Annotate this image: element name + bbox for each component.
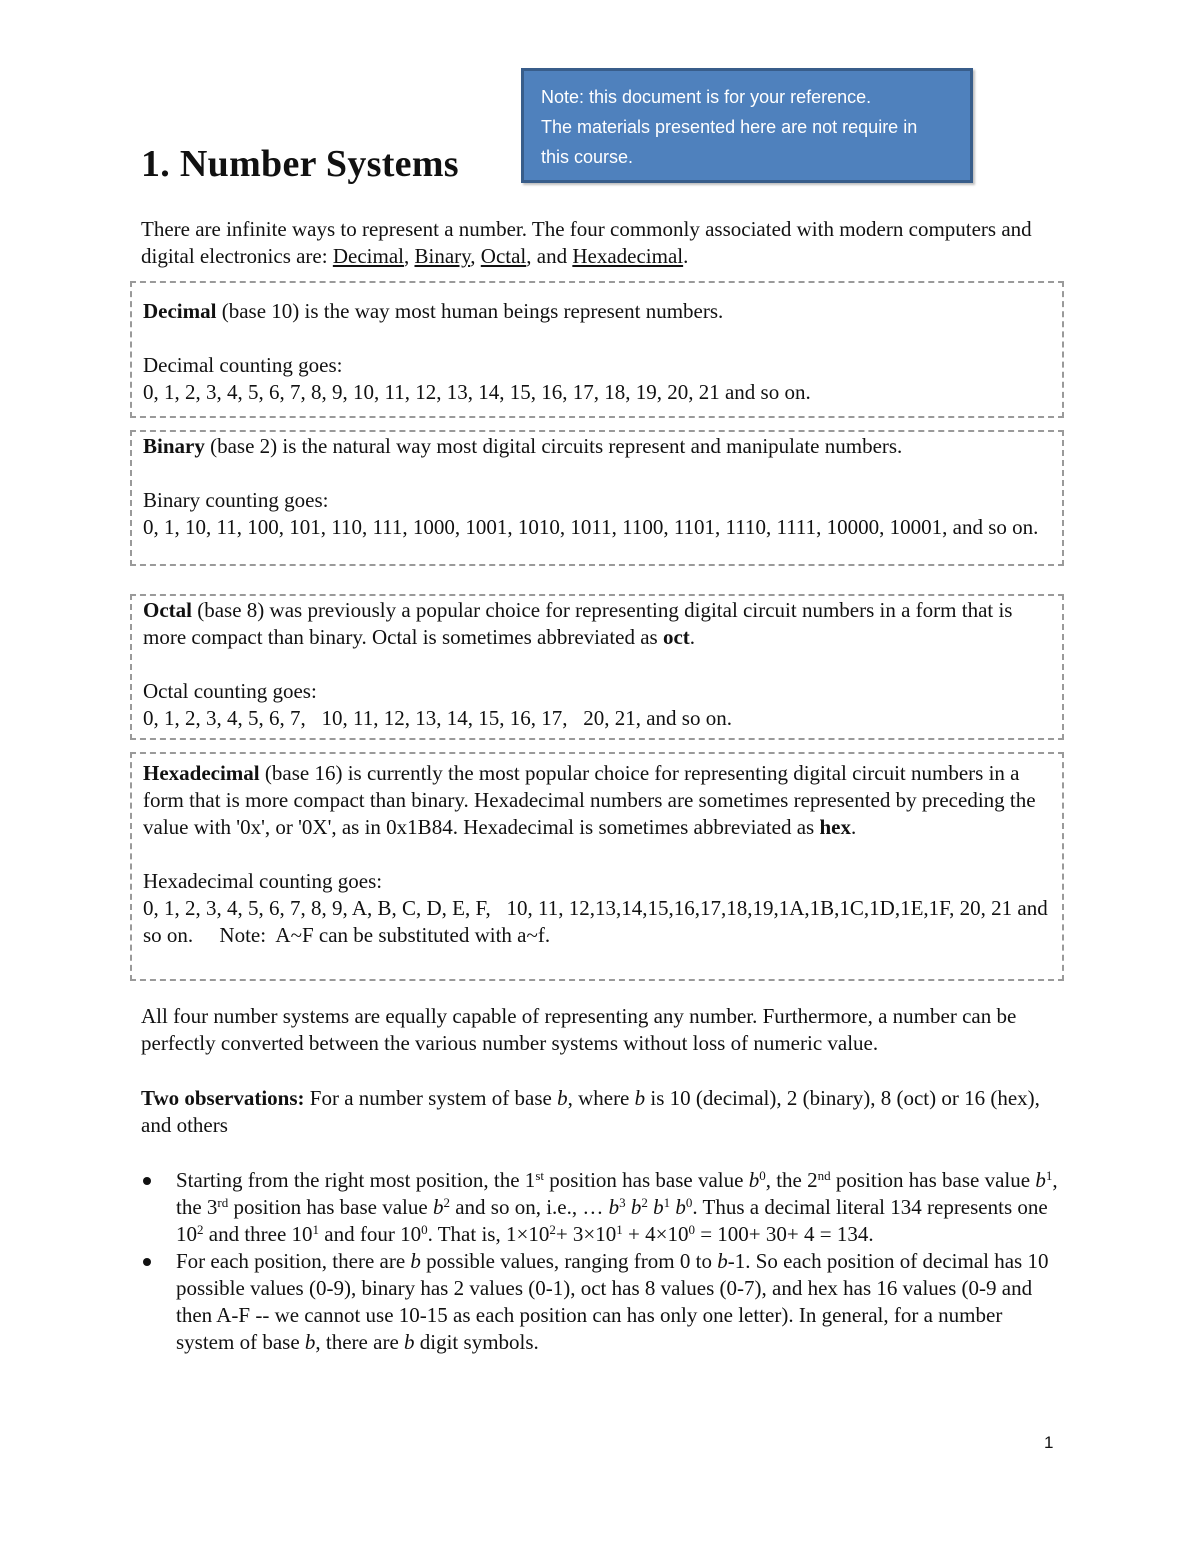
note-line: Note: this document is for your reference. — [541, 87, 872, 107]
octal-term: Octal — [480, 244, 527, 268]
decimal-box — [130, 281, 1064, 418]
binary-sequence: 0, 1, 10, 11, 100, 101, 110, 111, 1000, 1001, 1010, 1011, 1100, 1101, 1110, 1111, 10000, 10001, and so on. — [143, 515, 1039, 539]
binary-term: Binary — [414, 244, 471, 268]
list-item: Starting from the right most position, the 1st position has base value $b^0$, the 2nd position has base value $b^1$, the 3rd position has base value $b^2$ and so on, i.e., … $b^3$ $b^2$ $b^1$ $b^0$. Thus a decimal literal 134 represents one $10^2$ and three $10^1$ and four $10^0$. That is, $1\times 10^2+ 3\times 10^1 + 4\times 10^0 = 100+ 30+ 4 = 134$. — [141, 1167, 1061, 1248]
bullet-icon — [143, 1258, 151, 1266]
note-line: this course. — [541, 147, 634, 167]
hexadecimal-counting-label: Hexadecimal counting goes: — [143, 869, 383, 893]
octal-box — [130, 594, 1064, 740]
binary-box — [130, 430, 1064, 566]
observations-paragraph: Two observations: For a number system of base b, where b is 10 (decimal), 2 (binary), 8 (oct) or 16 (hex), and others — [141, 1086, 1040, 1137]
page-title: 1. Number Systems — [141, 143, 459, 185]
decimal-sequence: 0, 1, 2, 3, 4, 5, 6, 7, 8, 9, 10, 11, 12, 13, 14, 15, 16, 17, 18, 19, 20, 21 and so on. — [143, 380, 811, 404]
note-line: The materials presented here are not require in — [541, 117, 918, 137]
hexadecimal-sequence: 0, 1, 2, 3, 4, 5, 6, 7, 8, 9, A, B, C, D, E, F, 10, 11, 12,13,14,15,16,17,18,19,1A,1B,1C,1D,1E,1F, 20, 21 and so on. Note: A~F can be substituted with a~f. — [143, 896, 1053, 947]
octal-description: Octal (base 8) was previously a popular choice for representing digital circuit numbers in a form that is more compact than binary. Octal is sometimes abbreviated as oct. — [143, 598, 1013, 649]
hexadecimal-box — [130, 752, 1064, 981]
bullet-icon — [143, 1177, 151, 1185]
observations-list — [141, 1167, 1061, 1356]
decimal-term: Decimal — [332, 244, 404, 268]
note-callout — [521, 68, 973, 183]
hexadecimal-term: Hexadecimal — [572, 244, 684, 268]
equivalence-paragraph: All four number systems are equally capable of representing any number. Furthermore, a number can be perfectly converted between the various number systems without loss of numeric value. — [141, 1004, 1017, 1055]
page-number: 1 — [1044, 1433, 1054, 1452]
decimal-description: Decimal (base 10) is the way most human beings represent numbers. — [143, 299, 724, 323]
hexadecimal-description: Hexadecimal (base 16) is currently the most popular choice for representing digital circuit numbers in a form that is more compact than binary. Hexadecimal numbers are sometimes represented by preceding the value with '0x', or '0X', as in 0x1B84. Hexadecimal is sometimes abbreviated as hex. — [143, 761, 1036, 839]
binary-counting-label: Binary counting goes: — [143, 488, 329, 512]
list-item: For each position, there are b possible values, ranging from 0 to b-1. So each position of decimal has 10 possible values (0-9), binary has 2 values (0-1), oct has 8 values (0-7), and hex has 16 values (0-9 and then A-F -- we cannot use 10-15 as each position can has only one letter). In general, for a number system of base b, there are b digit symbols. — [141, 1248, 1061, 1356]
intro-paragraph: There are infinite ways to represent a number. The four commonly associated with modern computers and digital electronics are: Decimal, Binary, Octal, and Hexadecimal. — [141, 217, 1032, 268]
decimal-counting-label: Decimal counting goes: — [143, 353, 343, 377]
binary-description: Binary (base 2) is the natural way most digital circuits represent and manipulate numbers. — [143, 434, 903, 458]
octal-counting-label: Octal counting goes: — [143, 679, 317, 703]
octal-sequence: 0, 1, 2, 3, 4, 5, 6, 7, 10, 11, 12, 13, 14, 15, 16, 17, 20, 21, and so on. — [143, 706, 732, 730]
